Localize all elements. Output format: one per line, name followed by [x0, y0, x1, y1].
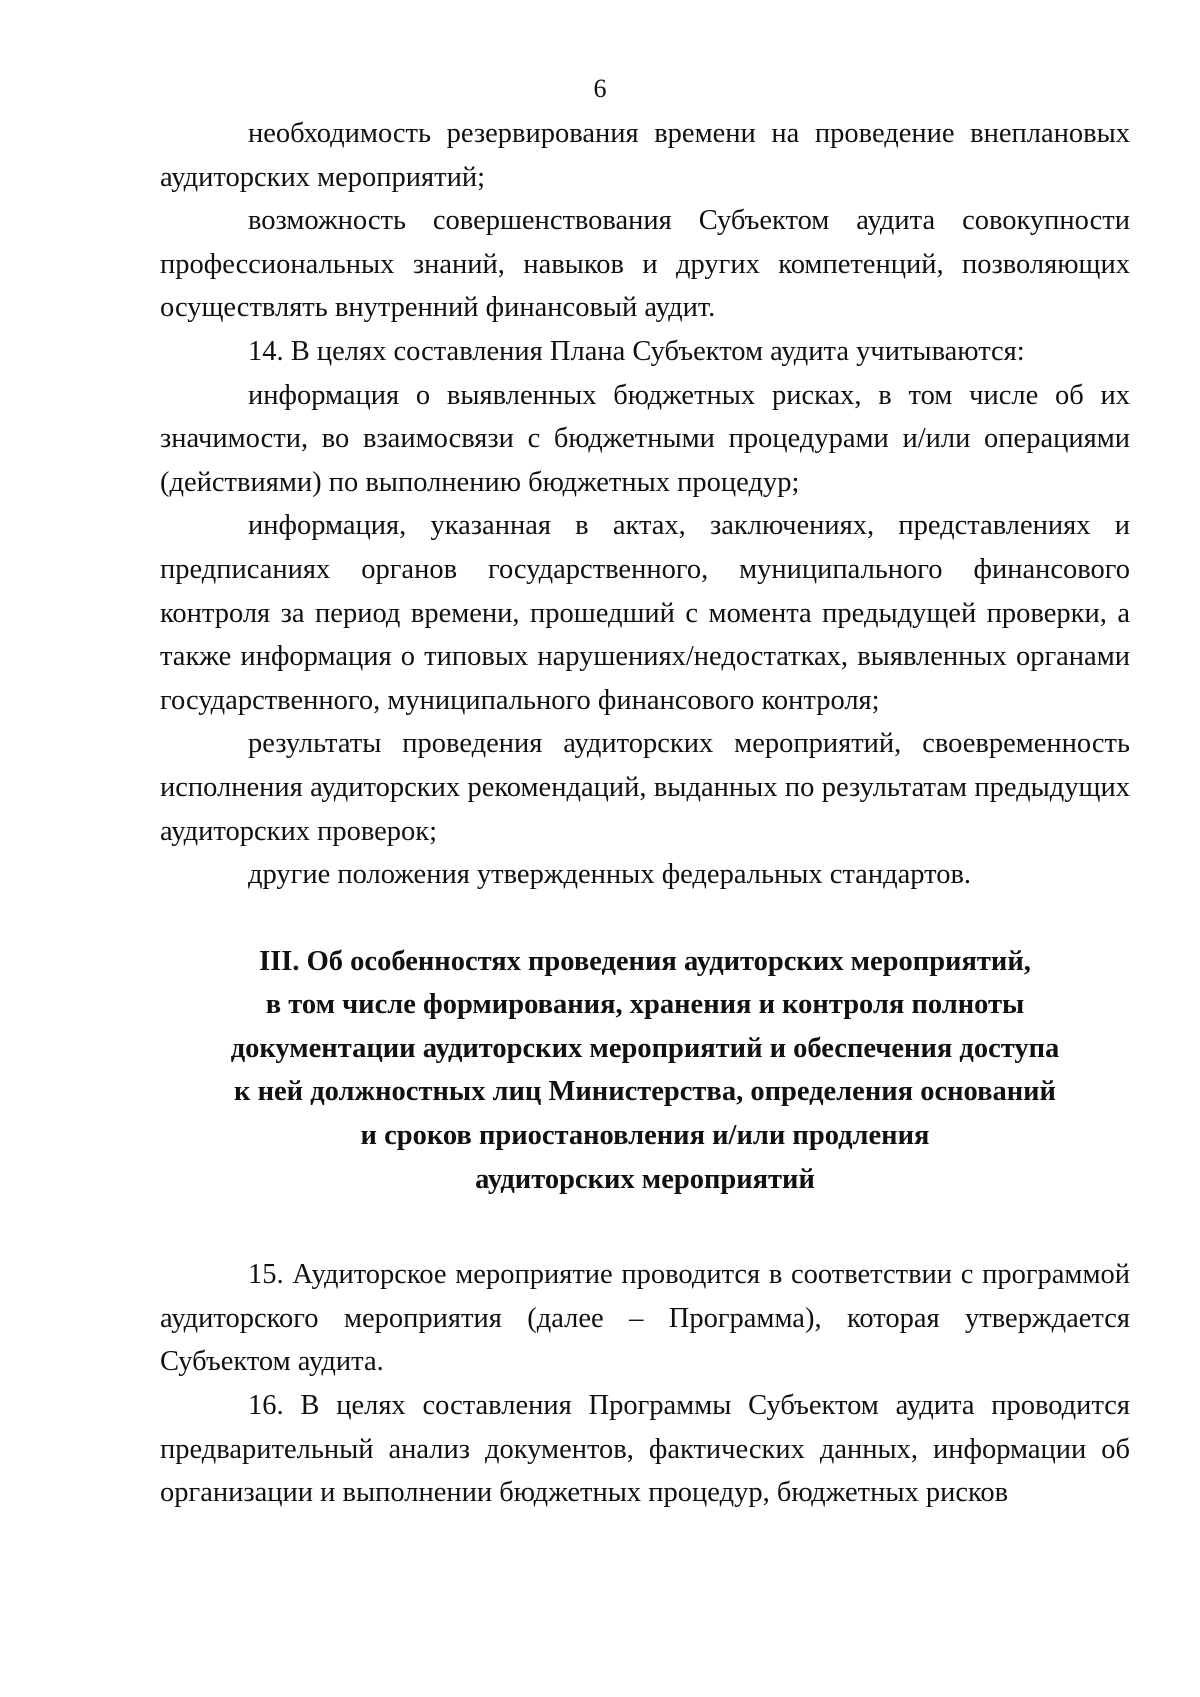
paragraph: 14. В целях составления Плана Субъектом аудита учитываются:	[248, 335, 1025, 367]
section-heading-line: III. Об особенностях проведения аудиторских мероприятий,	[259, 945, 1031, 977]
section-heading-line: аудиторских мероприятий	[475, 1163, 815, 1195]
paragraph: информация о выявленных бюджетных рисках, в том числе об их значимости, во взаимосвязи с бюджетными процедурами и/или операциями (действиями) по выполнению бюджетных процедур;	[160, 379, 1130, 498]
paragraph: 15. Аудиторское мероприятие проводится в соответствии с программой аудиторского мероприятия (далее – Программа), которая утверждается Субъектом аудита.	[160, 1259, 1130, 1378]
paragraph: 16. В целях составления Программы Субъектом аудита проводится предварительный анализ документов, фактических данных, информации об организации и выполнении бюджетных процедур, бюджетных рисков	[160, 1390, 1130, 1509]
section-heading-line: к ней должностных лиц Министерства, определения оснований	[234, 1076, 1056, 1108]
paragraph: другие положения утвержденных федеральных стандартов.	[248, 859, 972, 891]
document-body	[160, 112, 1130, 1515]
paragraph: необходимость резервирования времени на проведение внеплановых аудиторских мероприятий;	[160, 118, 1130, 193]
section-heading-line: документации аудиторских мероприятий и обеспечения доступа	[230, 1032, 1060, 1064]
paragraph: результаты проведения аудиторских мероприятий, своевременность исполнения аудиторских рекомендаций, выданных по результатам предыдущих аудиторских проверок;	[160, 728, 1130, 847]
section-heading	[160, 940, 1130, 1202]
paragraph: информация, указанная в актах, заключениях, представлениях и предписаниях органов государственного, муниципального финансового контроля за период времени, прошедший с момента предыдущей проверки, а также информация о типовых нарушениях/недостатках, выявленных органами государственного, муниципального финансового контроля;	[160, 510, 1130, 716]
section-heading-line: в том числе формирования, хранения и контроля полноты	[265, 989, 1025, 1021]
page-number: 6	[593, 74, 607, 103]
paragraph: возможность совершенствования Субъектом аудита совокупности профессиональных знаний, навыков и других компетенций, позволяющих осуществлять внутренний финансовый аудит.	[160, 205, 1130, 324]
section-heading-line: и сроков приостановления и/или продления	[360, 1120, 930, 1152]
